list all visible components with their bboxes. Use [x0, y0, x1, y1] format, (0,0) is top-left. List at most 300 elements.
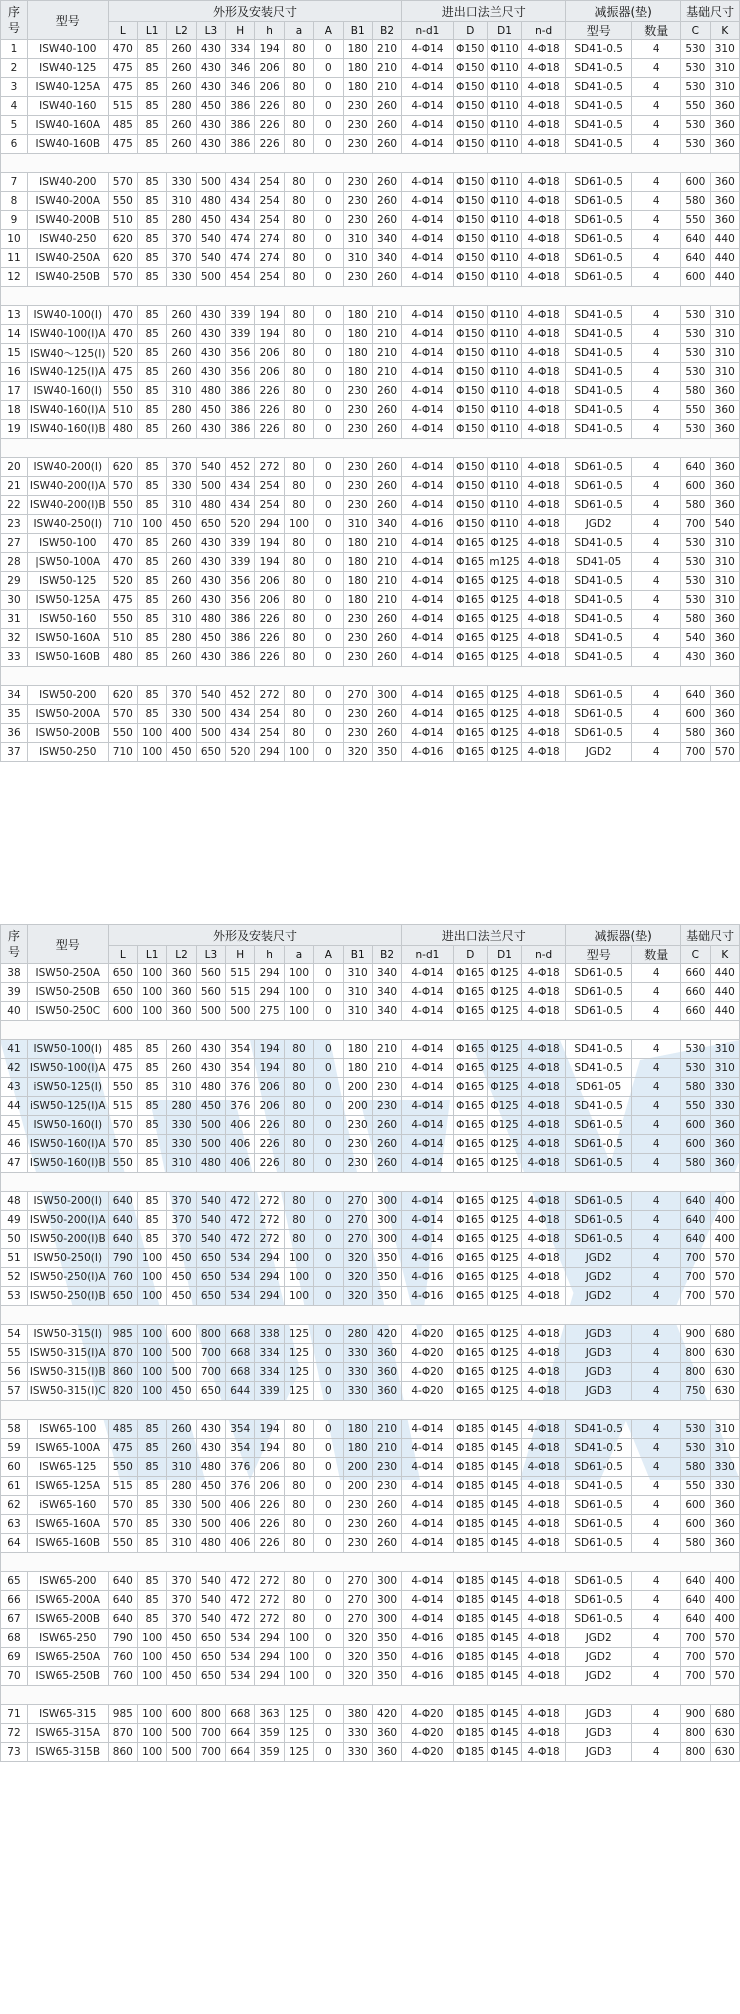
- cell-B2: 210: [372, 1040, 401, 1059]
- cell-n-d1: 4-Φ16: [402, 1629, 453, 1648]
- cell-A: 0: [314, 1743, 343, 1762]
- cell-D1: Φ145: [487, 1743, 521, 1762]
- cell-n-d: 4-Φ18: [522, 983, 566, 1002]
- cell-n-d1: 4-Φ14: [402, 610, 453, 629]
- cell-L3: 500: [196, 1116, 225, 1135]
- cell-seq: 62: [1, 1496, 28, 1515]
- cell-D1: Φ110: [487, 496, 521, 515]
- cell-L: 860: [108, 1363, 137, 1382]
- cell-L: 570: [108, 477, 137, 496]
- dims-group-header: 外形及安装尺寸: [108, 1, 402, 22]
- cell-quantity: 4: [632, 249, 681, 268]
- cell-D1: Φ110: [487, 477, 521, 496]
- cell-C: 700: [681, 1249, 710, 1268]
- cell-model: ISW40-100(Ⅰ): [27, 306, 108, 325]
- cell-L3: 480: [196, 1078, 225, 1097]
- cell-reducer-model: SD41-0.5: [566, 1059, 632, 1078]
- cell-L2: 260: [167, 325, 196, 344]
- cell-h: 226: [255, 420, 284, 439]
- cell-a: 80: [284, 1154, 313, 1173]
- table-row: [1, 572, 740, 591]
- cell-n-d: 4-Φ18: [522, 572, 566, 591]
- cell-seq: 6: [1, 135, 28, 154]
- cell-L3: 480: [196, 1154, 225, 1173]
- cell-H: 664: [226, 1724, 255, 1743]
- cell-n-d1: 4-Φ14: [402, 629, 453, 648]
- cell-H: 452: [226, 686, 255, 705]
- cell-seq: 12: [1, 268, 28, 287]
- cell-B1: 270: [343, 1591, 372, 1610]
- cell-h: 334: [255, 1344, 284, 1363]
- seq-header: [1, 1, 28, 40]
- cell-A: 0: [314, 743, 343, 762]
- cell-L1: 85: [138, 572, 167, 591]
- cell-reducer-model: SD41-0.5: [566, 629, 632, 648]
- cell-L1: 85: [138, 268, 167, 287]
- cell-H: 644: [226, 1382, 255, 1401]
- cell-seq: 11: [1, 249, 28, 268]
- cell-L2: 330: [167, 477, 196, 496]
- cell-K: 630: [710, 1382, 739, 1401]
- cell-reducer-model: SD61-0.5: [566, 211, 632, 230]
- cell-n-d1: 4-Φ14: [402, 173, 453, 192]
- cell-H: 339: [226, 325, 255, 344]
- col-header-reducer-model: 型号: [566, 946, 632, 964]
- cell-seq: 23: [1, 515, 28, 534]
- cell-seq: 49: [1, 1211, 28, 1230]
- cell-A: 0: [314, 1078, 343, 1097]
- cell-h: 194: [255, 534, 284, 553]
- cell-L1: 85: [138, 629, 167, 648]
- col-header-L: L: [108, 22, 137, 40]
- cell-quantity: 4: [632, 363, 681, 382]
- cell-L1: 100: [138, 1002, 167, 1021]
- cell-reducer-model: SD41-0.5: [566, 420, 632, 439]
- cell-n-d: 4-Φ18: [522, 192, 566, 211]
- cell-h: 294: [255, 1629, 284, 1648]
- cell-B1: 180: [343, 59, 372, 78]
- cell-n-d: 4-Φ18: [522, 1591, 566, 1610]
- cell-B2: 340: [372, 230, 401, 249]
- col-header-n-d: n-d: [522, 946, 566, 964]
- cell-D1: Φ110: [487, 515, 521, 534]
- cell-L3: 430: [196, 572, 225, 591]
- cell-H: 454: [226, 268, 255, 287]
- cell-h: 194: [255, 1439, 284, 1458]
- cell-K: 570: [710, 1667, 739, 1686]
- cell-n-d1: 4-Φ14: [402, 1078, 453, 1097]
- cell-n-d1: 4-Φ14: [402, 78, 453, 97]
- cell-A: 0: [314, 173, 343, 192]
- cell-K: 310: [710, 344, 739, 363]
- cell-L3: 480: [196, 192, 225, 211]
- cell-D1: Φ110: [487, 382, 521, 401]
- cell-H: 406: [226, 1534, 255, 1553]
- table-row: [1, 983, 740, 1002]
- cell-quantity: 4: [632, 1078, 681, 1097]
- cell-D: Φ185: [453, 1743, 487, 1762]
- cell-n-d: 4-Φ18: [522, 458, 566, 477]
- cell-seq: 57: [1, 1382, 28, 1401]
- cell-quantity: 4: [632, 382, 681, 401]
- cell-L1: 85: [138, 1477, 167, 1496]
- cell-h: 275: [255, 1002, 284, 1021]
- cell-a: 80: [284, 249, 313, 268]
- cell-reducer-model: SD61-0.5: [566, 496, 632, 515]
- cell-seq: 61: [1, 1477, 28, 1496]
- cell-n-d: 4-Φ18: [522, 1268, 566, 1287]
- cell-n-d: 4-Φ18: [522, 116, 566, 135]
- cell-reducer-model: JGD3: [566, 1363, 632, 1382]
- cell-model: ISW50-125: [27, 572, 108, 591]
- cell-a: 80: [284, 1040, 313, 1059]
- cell-a: 80: [284, 1610, 313, 1629]
- cell-quantity: 4: [632, 1135, 681, 1154]
- cell-h: 274: [255, 249, 284, 268]
- cell-A: 0: [314, 1439, 343, 1458]
- cell-H: 474: [226, 249, 255, 268]
- cell-D1: Φ125: [487, 983, 521, 1002]
- cell-n-d: 4-Φ18: [522, 1230, 566, 1249]
- cell-reducer-model: SD61-0.5: [566, 964, 632, 983]
- cell-K: 360: [710, 116, 739, 135]
- cell-B1: 330: [343, 1344, 372, 1363]
- cell-D: Φ185: [453, 1572, 487, 1591]
- cell-A: 0: [314, 249, 343, 268]
- cell-model: ISW40-125: [27, 59, 108, 78]
- cell-seq: 35: [1, 705, 28, 724]
- col-header-D1: D1: [487, 946, 521, 964]
- cell-n-d: 4-Φ18: [522, 964, 566, 983]
- cell-n-d: 4-Φ18: [522, 610, 566, 629]
- cell-B1: 310: [343, 230, 372, 249]
- cell-H: 664: [226, 1743, 255, 1762]
- cell-h: 226: [255, 1154, 284, 1173]
- cell-L2: 260: [167, 1439, 196, 1458]
- cell-D: Φ150: [453, 401, 487, 420]
- cell-n-d1: 4-Φ14: [402, 686, 453, 705]
- cell-B2: 420: [372, 1325, 401, 1344]
- cell-seq: 47: [1, 1154, 28, 1173]
- cell-L: 650: [108, 964, 137, 983]
- cell-B1: 200: [343, 1458, 372, 1477]
- cell-D1: Φ145: [487, 1572, 521, 1591]
- cell-K: 360: [710, 1135, 739, 1154]
- cell-n-d: 4-Φ18: [522, 1211, 566, 1230]
- cell-quantity: 4: [632, 59, 681, 78]
- cell-model: ISW50-250(Ⅰ)A: [27, 1268, 108, 1287]
- cell-D: Φ150: [453, 363, 487, 382]
- cell-K: 400: [710, 1192, 739, 1211]
- cell-D: Φ165: [453, 1192, 487, 1211]
- cell-B2: 340: [372, 983, 401, 1002]
- cell-D: Φ150: [453, 515, 487, 534]
- cell-B1: 230: [343, 268, 372, 287]
- cell-model: ISW40-250A: [27, 249, 108, 268]
- cell-C: 550: [681, 1097, 710, 1116]
- cell-n-d: 4-Φ18: [522, 705, 566, 724]
- cell-B2: 210: [372, 363, 401, 382]
- cell-seq: 22: [1, 496, 28, 515]
- cell-quantity: 4: [632, 629, 681, 648]
- cell-C: 640: [681, 458, 710, 477]
- cell-L1: 85: [138, 382, 167, 401]
- cell-L3: 500: [196, 268, 225, 287]
- cell-seq: 65: [1, 1572, 28, 1591]
- cell-seq: 58: [1, 1420, 28, 1439]
- cell-L2: 600: [167, 1325, 196, 1344]
- cell-quantity: 4: [632, 1382, 681, 1401]
- cell-A: 0: [314, 591, 343, 610]
- cell-quantity: 4: [632, 1705, 681, 1724]
- cell-a: 100: [284, 1667, 313, 1686]
- cell-H: 534: [226, 1648, 255, 1667]
- cell-A: 0: [314, 1268, 343, 1287]
- cell-B1: 230: [343, 705, 372, 724]
- table-row: [1, 97, 740, 116]
- cell-quantity: 4: [632, 1230, 681, 1249]
- cell-H: 406: [226, 1154, 255, 1173]
- cell-B1: 180: [343, 1420, 372, 1439]
- cell-reducer-model: SD41-0.5: [566, 344, 632, 363]
- separator-row: [1, 1306, 740, 1325]
- cell-B1: 200: [343, 1078, 372, 1097]
- cell-B1: 330: [343, 1743, 372, 1762]
- cell-L1: 85: [138, 1534, 167, 1553]
- cell-H: 534: [226, 1667, 255, 1686]
- cell-D: Φ165: [453, 648, 487, 667]
- cell-C: 530: [681, 420, 710, 439]
- cell-K: 310: [710, 534, 739, 553]
- cell-D1: Φ110: [487, 40, 521, 59]
- cell-reducer-model: SD61-0.5: [566, 192, 632, 211]
- cell-K: 400: [710, 1591, 739, 1610]
- table-row: [1, 515, 740, 534]
- cell-model: ISW65-315A: [27, 1724, 108, 1743]
- cell-quantity: 4: [632, 1420, 681, 1439]
- cell-L: 480: [108, 420, 137, 439]
- cell-L3: 500: [196, 477, 225, 496]
- cell-L2: 260: [167, 40, 196, 59]
- cell-B1: 230: [343, 116, 372, 135]
- cell-D: Φ150: [453, 420, 487, 439]
- cell-L2: 370: [167, 230, 196, 249]
- cell-C: 640: [681, 230, 710, 249]
- separator-cell: [1, 1021, 740, 1040]
- cell-K: 360: [710, 173, 739, 192]
- cell-B1: 200: [343, 1097, 372, 1116]
- col-header-L3: L3: [196, 946, 225, 964]
- cell-h: 226: [255, 1135, 284, 1154]
- cell-D1: Φ125: [487, 591, 521, 610]
- cell-K: 360: [710, 610, 739, 629]
- col-header-quantity: 数量: [632, 22, 681, 40]
- cell-C: 600: [681, 705, 710, 724]
- cell-L3: 480: [196, 1534, 225, 1553]
- cell-D1: Φ145: [487, 1458, 521, 1477]
- cell-L3: 540: [196, 1192, 225, 1211]
- cell-D: Φ150: [453, 78, 487, 97]
- table-row: [1, 1059, 740, 1078]
- cell-A: 0: [314, 1002, 343, 1021]
- cell-L: 520: [108, 572, 137, 591]
- cell-h: 272: [255, 1230, 284, 1249]
- cell-D1: Φ145: [487, 1724, 521, 1743]
- cell-model: ISW50-250B: [27, 983, 108, 1002]
- cell-L3: 430: [196, 534, 225, 553]
- cell-L3: 430: [196, 1040, 225, 1059]
- cell-L1: 85: [138, 230, 167, 249]
- cell-L3: 700: [196, 1724, 225, 1743]
- cell-C: 580: [681, 1154, 710, 1173]
- cell-D: Φ185: [453, 1439, 487, 1458]
- cell-A: 0: [314, 59, 343, 78]
- col-header-H: H: [226, 946, 255, 964]
- cell-L: 485: [108, 116, 137, 135]
- cell-B2: 360: [372, 1382, 401, 1401]
- cell-L2: 450: [167, 743, 196, 762]
- cell-D1: Φ125: [487, 1249, 521, 1268]
- cell-D: Φ150: [453, 344, 487, 363]
- cell-reducer-model: SD61-0.5: [566, 268, 632, 287]
- cell-quantity: 4: [632, 1040, 681, 1059]
- cell-D: Φ165: [453, 1002, 487, 1021]
- cell-A: 0: [314, 1287, 343, 1306]
- cell-n-d1: 4-Φ14: [402, 1534, 453, 1553]
- cell-D: Φ150: [453, 173, 487, 192]
- cell-L3: 650: [196, 1667, 225, 1686]
- cell-L1: 85: [138, 1420, 167, 1439]
- cell-model: ISW65-315: [27, 1705, 108, 1724]
- seq-header-line1: 序: [7, 929, 20, 943]
- cell-L3: 500: [196, 173, 225, 192]
- cell-quantity: 4: [632, 420, 681, 439]
- cell-h: 363: [255, 1705, 284, 1724]
- cell-a: 100: [284, 1002, 313, 1021]
- cell-L3: 650: [196, 743, 225, 762]
- separator-cell: [1, 154, 740, 173]
- col-header-n-d: n-d: [522, 22, 566, 40]
- cell-reducer-model: SD61-0.5: [566, 1591, 632, 1610]
- cell-D: Φ150: [453, 192, 487, 211]
- spec-table-part1: [0, 0, 740, 762]
- cell-K: 680: [710, 1705, 739, 1724]
- cell-K: 360: [710, 458, 739, 477]
- cell-D1: Φ125: [487, 964, 521, 983]
- cell-L3: 430: [196, 135, 225, 154]
- cell-h: 226: [255, 401, 284, 420]
- cell-model: ISW50-100: [27, 534, 108, 553]
- cell-quantity: 4: [632, 648, 681, 667]
- cell-A: 0: [314, 1192, 343, 1211]
- cell-n-d1: 4-Φ14: [402, 1496, 453, 1515]
- cell-a: 80: [284, 458, 313, 477]
- cell-a: 80: [284, 325, 313, 344]
- cell-K: 630: [710, 1724, 739, 1743]
- cell-a: 80: [284, 420, 313, 439]
- cell-D1: Φ125: [487, 572, 521, 591]
- cell-B2: 350: [372, 1249, 401, 1268]
- cell-L2: 260: [167, 648, 196, 667]
- cell-D1: Φ125: [487, 1192, 521, 1211]
- cell-B2: 260: [372, 648, 401, 667]
- cell-n-d: 4-Φ18: [522, 1325, 566, 1344]
- cell-n-d: 4-Φ18: [522, 1097, 566, 1116]
- cell-L3: 430: [196, 648, 225, 667]
- cell-C: 530: [681, 1059, 710, 1078]
- cell-n-d: 4-Φ18: [522, 1420, 566, 1439]
- table-row: [1, 59, 740, 78]
- cell-A: 0: [314, 1059, 343, 1078]
- cell-h: 226: [255, 116, 284, 135]
- separator-row: [1, 439, 740, 458]
- cell-L3: 430: [196, 591, 225, 610]
- cell-a: 80: [284, 116, 313, 135]
- cell-L3: 650: [196, 1249, 225, 1268]
- cell-quantity: 4: [632, 1192, 681, 1211]
- table-row: [1, 1154, 740, 1173]
- cell-H: 334: [226, 40, 255, 59]
- cell-n-d1: 4-Φ14: [402, 344, 453, 363]
- cell-L: 520: [108, 344, 137, 363]
- cell-L3: 700: [196, 1363, 225, 1382]
- cell-reducer-model: SD61-0.5: [566, 1458, 632, 1477]
- cell-A: 0: [314, 724, 343, 743]
- cell-reducer-model: SD61-0.5: [566, 1515, 632, 1534]
- cell-D: Φ185: [453, 1648, 487, 1667]
- seq-header-line2: 号: [7, 945, 20, 959]
- cell-A: 0: [314, 401, 343, 420]
- cell-quantity: 4: [632, 1287, 681, 1306]
- col-header-h: h: [255, 22, 284, 40]
- cell-D1: Φ125: [487, 1382, 521, 1401]
- cell-reducer-model: SD61-0.5: [566, 1211, 632, 1230]
- cell-a: 100: [284, 964, 313, 983]
- table-row: [1, 135, 740, 154]
- table-row: [1, 363, 740, 382]
- cell-L: 985: [108, 1325, 137, 1344]
- cell-D1: Φ145: [487, 1534, 521, 1553]
- cell-quantity: 4: [632, 116, 681, 135]
- cell-B1: 330: [343, 1363, 372, 1382]
- cell-L: 620: [108, 230, 137, 249]
- cell-K: 570: [710, 743, 739, 762]
- cell-B2: 260: [372, 1515, 401, 1534]
- cell-D1: m125: [487, 553, 521, 572]
- cell-B1: 310: [343, 249, 372, 268]
- cell-K: 570: [710, 1287, 739, 1306]
- cell-B2: 210: [372, 40, 401, 59]
- cell-A: 0: [314, 1211, 343, 1230]
- cell-L2: 400: [167, 724, 196, 743]
- cell-B2: 360: [372, 1344, 401, 1363]
- cell-L: 475: [108, 1059, 137, 1078]
- cell-B2: 260: [372, 420, 401, 439]
- cell-L3: 430: [196, 1420, 225, 1439]
- cell-reducer-model: SD61-0.5: [566, 173, 632, 192]
- cell-seq: 55: [1, 1344, 28, 1363]
- cell-D: Φ165: [453, 1211, 487, 1230]
- cell-L3: 700: [196, 1344, 225, 1363]
- cell-H: 354: [226, 1059, 255, 1078]
- cell-C: 640: [681, 1230, 710, 1249]
- cell-B1: 180: [343, 78, 372, 97]
- cell-B2: 260: [372, 1154, 401, 1173]
- cell-B1: 180: [343, 344, 372, 363]
- cell-C: 640: [681, 1572, 710, 1591]
- cell-D1: Φ110: [487, 78, 521, 97]
- cell-L2: 310: [167, 1078, 196, 1097]
